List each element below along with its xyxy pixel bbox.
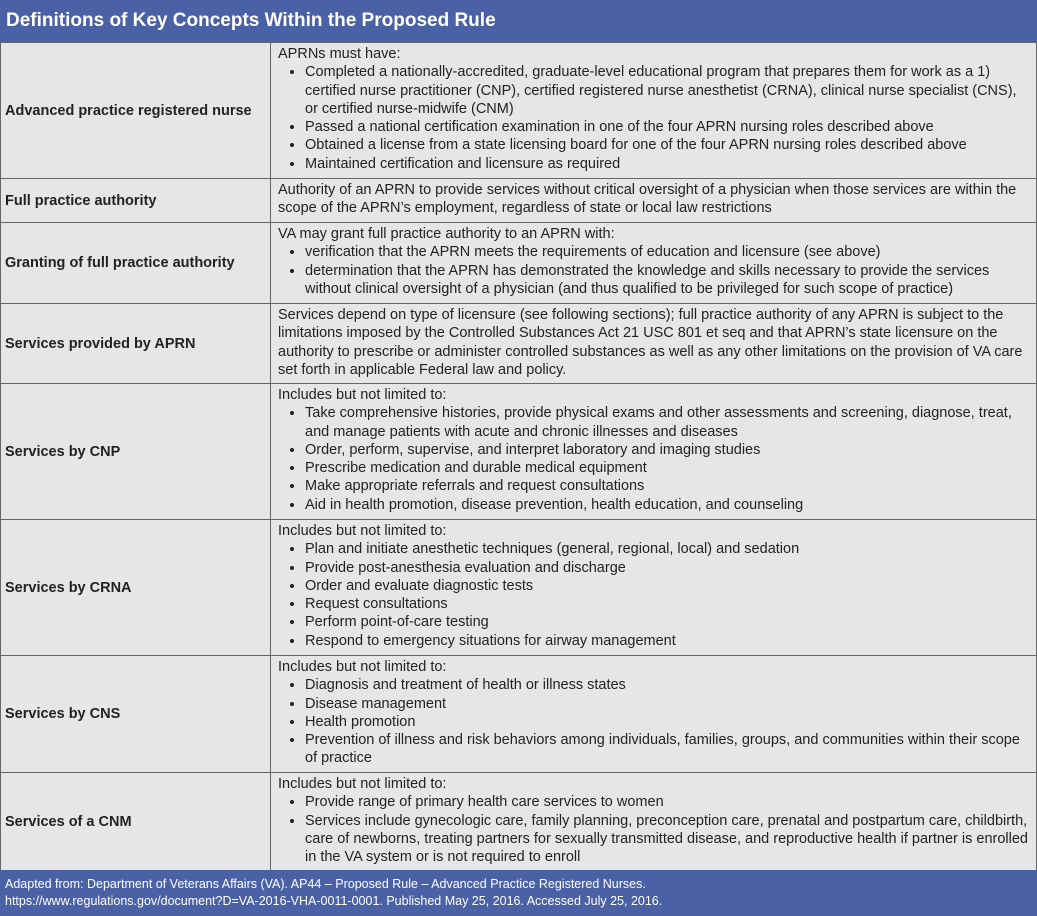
table-title: Definitions of Key Concepts Within the Proposed Rule [0,0,1037,42]
term-cell: Granting of full practice authority [1,223,271,304]
definition-bullet-list [278,404,1030,514]
definition-intro: VA may grant full practice authority to an APRN with: [278,226,615,242]
table-row [1,179,1037,223]
term-cell: Advanced practice registered nurse [1,43,271,179]
definition-cell [271,384,1037,520]
term-cell: Services by CNP [1,384,271,520]
definition-bullet: • Order, perform, supervise, and interpret laboratory and imaging studies [305,441,1030,459]
definition-bullet: • Take comprehensive histories, provide physical exams and other assessments and screening, diagnose, treat, and manage patients with acute and chronic illnesses and diseases [305,404,1030,441]
footer-url: https://www.regulations.gov/document?D=VA-2016-VHA-0011-0001. Published May 25, 2016. Accessed July 25, 2016. [5,894,663,908]
definition-intro: Includes but not limited to: [278,523,447,539]
definition-cell [271,656,1037,773]
table-row [1,384,1037,520]
table-row [1,304,1037,384]
table-row [1,656,1037,773]
definition-cell [271,304,1037,384]
definition-bullet: • Completed a nationally-accredited, graduate-level educational program that prepares them for work as a 1) certified nurse practitioner (CNP), certified registered nurse anesthetist (CRNA), clinical nurse specialist (CNS), or certified nurse-midwife (CNM) [305,63,1030,118]
table-row [1,520,1037,656]
definition-bullet-list [278,243,1030,298]
table-row [1,223,1037,304]
term-cell: Services by CNS [1,656,271,773]
definition-bullet: • Health promotion [305,713,1030,731]
definition-bullet-list [278,540,1030,650]
definition-bullet: • Provide post-anesthesia evaluation and discharge [305,559,1030,577]
definition-intro: Includes but not limited to: [278,387,447,403]
definition-bullet: • Services include gynecologic care, family planning, preconception care, prenatal and postpartum care, childbirth, care of newborns, treating partners for sexually transmitted disease, and reproductive health if partner is enrolled in the VA system or is not required to enroll [305,812,1030,867]
definition-bullet: • Obtained a license from a state licensing board for one of the four APRN nursing roles described above [305,136,1030,154]
term-cell: Full practice authority [1,179,271,223]
definition-intro: Includes but not limited to: [278,659,447,675]
table-row [1,43,1037,179]
definition-bullet: • Diagnosis and treatment of health or illness states [305,676,1030,694]
definitions-table [0,42,1037,871]
definition-cell [271,43,1037,179]
definition-intro: APRNs must have: [278,46,401,62]
definition-bullet-list [278,793,1030,866]
source-footer [0,870,1037,916]
definition-cell [271,179,1037,223]
definition-bullet: • Make appropriate referrals and request consultations [305,477,1030,495]
definition-bullet: • Passed a national certification examination in one of the four APRN nursing roles described above [305,118,1030,136]
term-cell: Services provided by APRN [1,304,271,384]
definition-bullet: • verification that the APRN meets the requirements of education and licensure (see above) [305,243,1030,261]
definition-bullet: • determination that the APRN has demonstrated the knowledge and skills necessary to provide the services without clinical oversight of a physician (and thus qualified to be privileged for such scope of practice) [305,262,1030,299]
table-row [1,773,1037,871]
definition-bullet: • Prevention of illness and risk behaviors among individuals, families, groups, and communities within their scope of practice [305,731,1030,768]
definition-bullet-list [278,676,1030,767]
definition-intro: Authority of an APRN to provide services without critical oversight of a physician when those services are within the scope of the APRN’s employment, regardless of state or local law restrictions [278,182,1017,217]
footer-citation: Adapted from: Department of Veterans Affairs (VA). AP44 – Proposed Rule – Advanced Practice Registered Nurses. [5,877,646,891]
definition-bullet: • Disease management [305,695,1030,713]
definition-bullet: • Request consultations [305,595,1030,613]
definition-cell [271,773,1037,871]
definition-bullet-list [278,63,1030,173]
definition-cell [271,520,1037,656]
term-cell: Services by CRNA [1,520,271,656]
definition-intro: Services depend on type of licensure (see following sections); full practice authority of any APRN is subject to the limitations imposed by the Controlled Substances Act 21 USC 801 et seq and that APRN’s state licensure on the authority to prescribe or administer controlled substances as well as any other limitations on the provision of VA care set forth in applicable Federal law and policy. [278,307,1023,378]
definition-bullet: • Perform point-of-care testing [305,613,1030,631]
definition-bullet: • Plan and initiate anesthetic techniques (general, regional, local) and sedation [305,540,1030,558]
definition-intro: Includes but not limited to: [278,776,447,792]
definition-bullet: • Aid in health promotion, disease prevention, health education, and counseling [305,496,1030,514]
term-cell: Services of a CNM [1,773,271,871]
definition-bullet: • Provide range of primary health care services to women [305,793,1030,811]
definition-cell [271,223,1037,304]
definition-bullet: • Prescribe medication and durable medical equipment [305,459,1030,477]
table-body [1,43,1037,871]
definition-bullet: • Respond to emergency situations for airway management [305,632,1030,650]
definition-bullet: • Order and evaluate diagnostic tests [305,577,1030,595]
definition-bullet: • Maintained certification and licensure as required [305,155,1030,173]
